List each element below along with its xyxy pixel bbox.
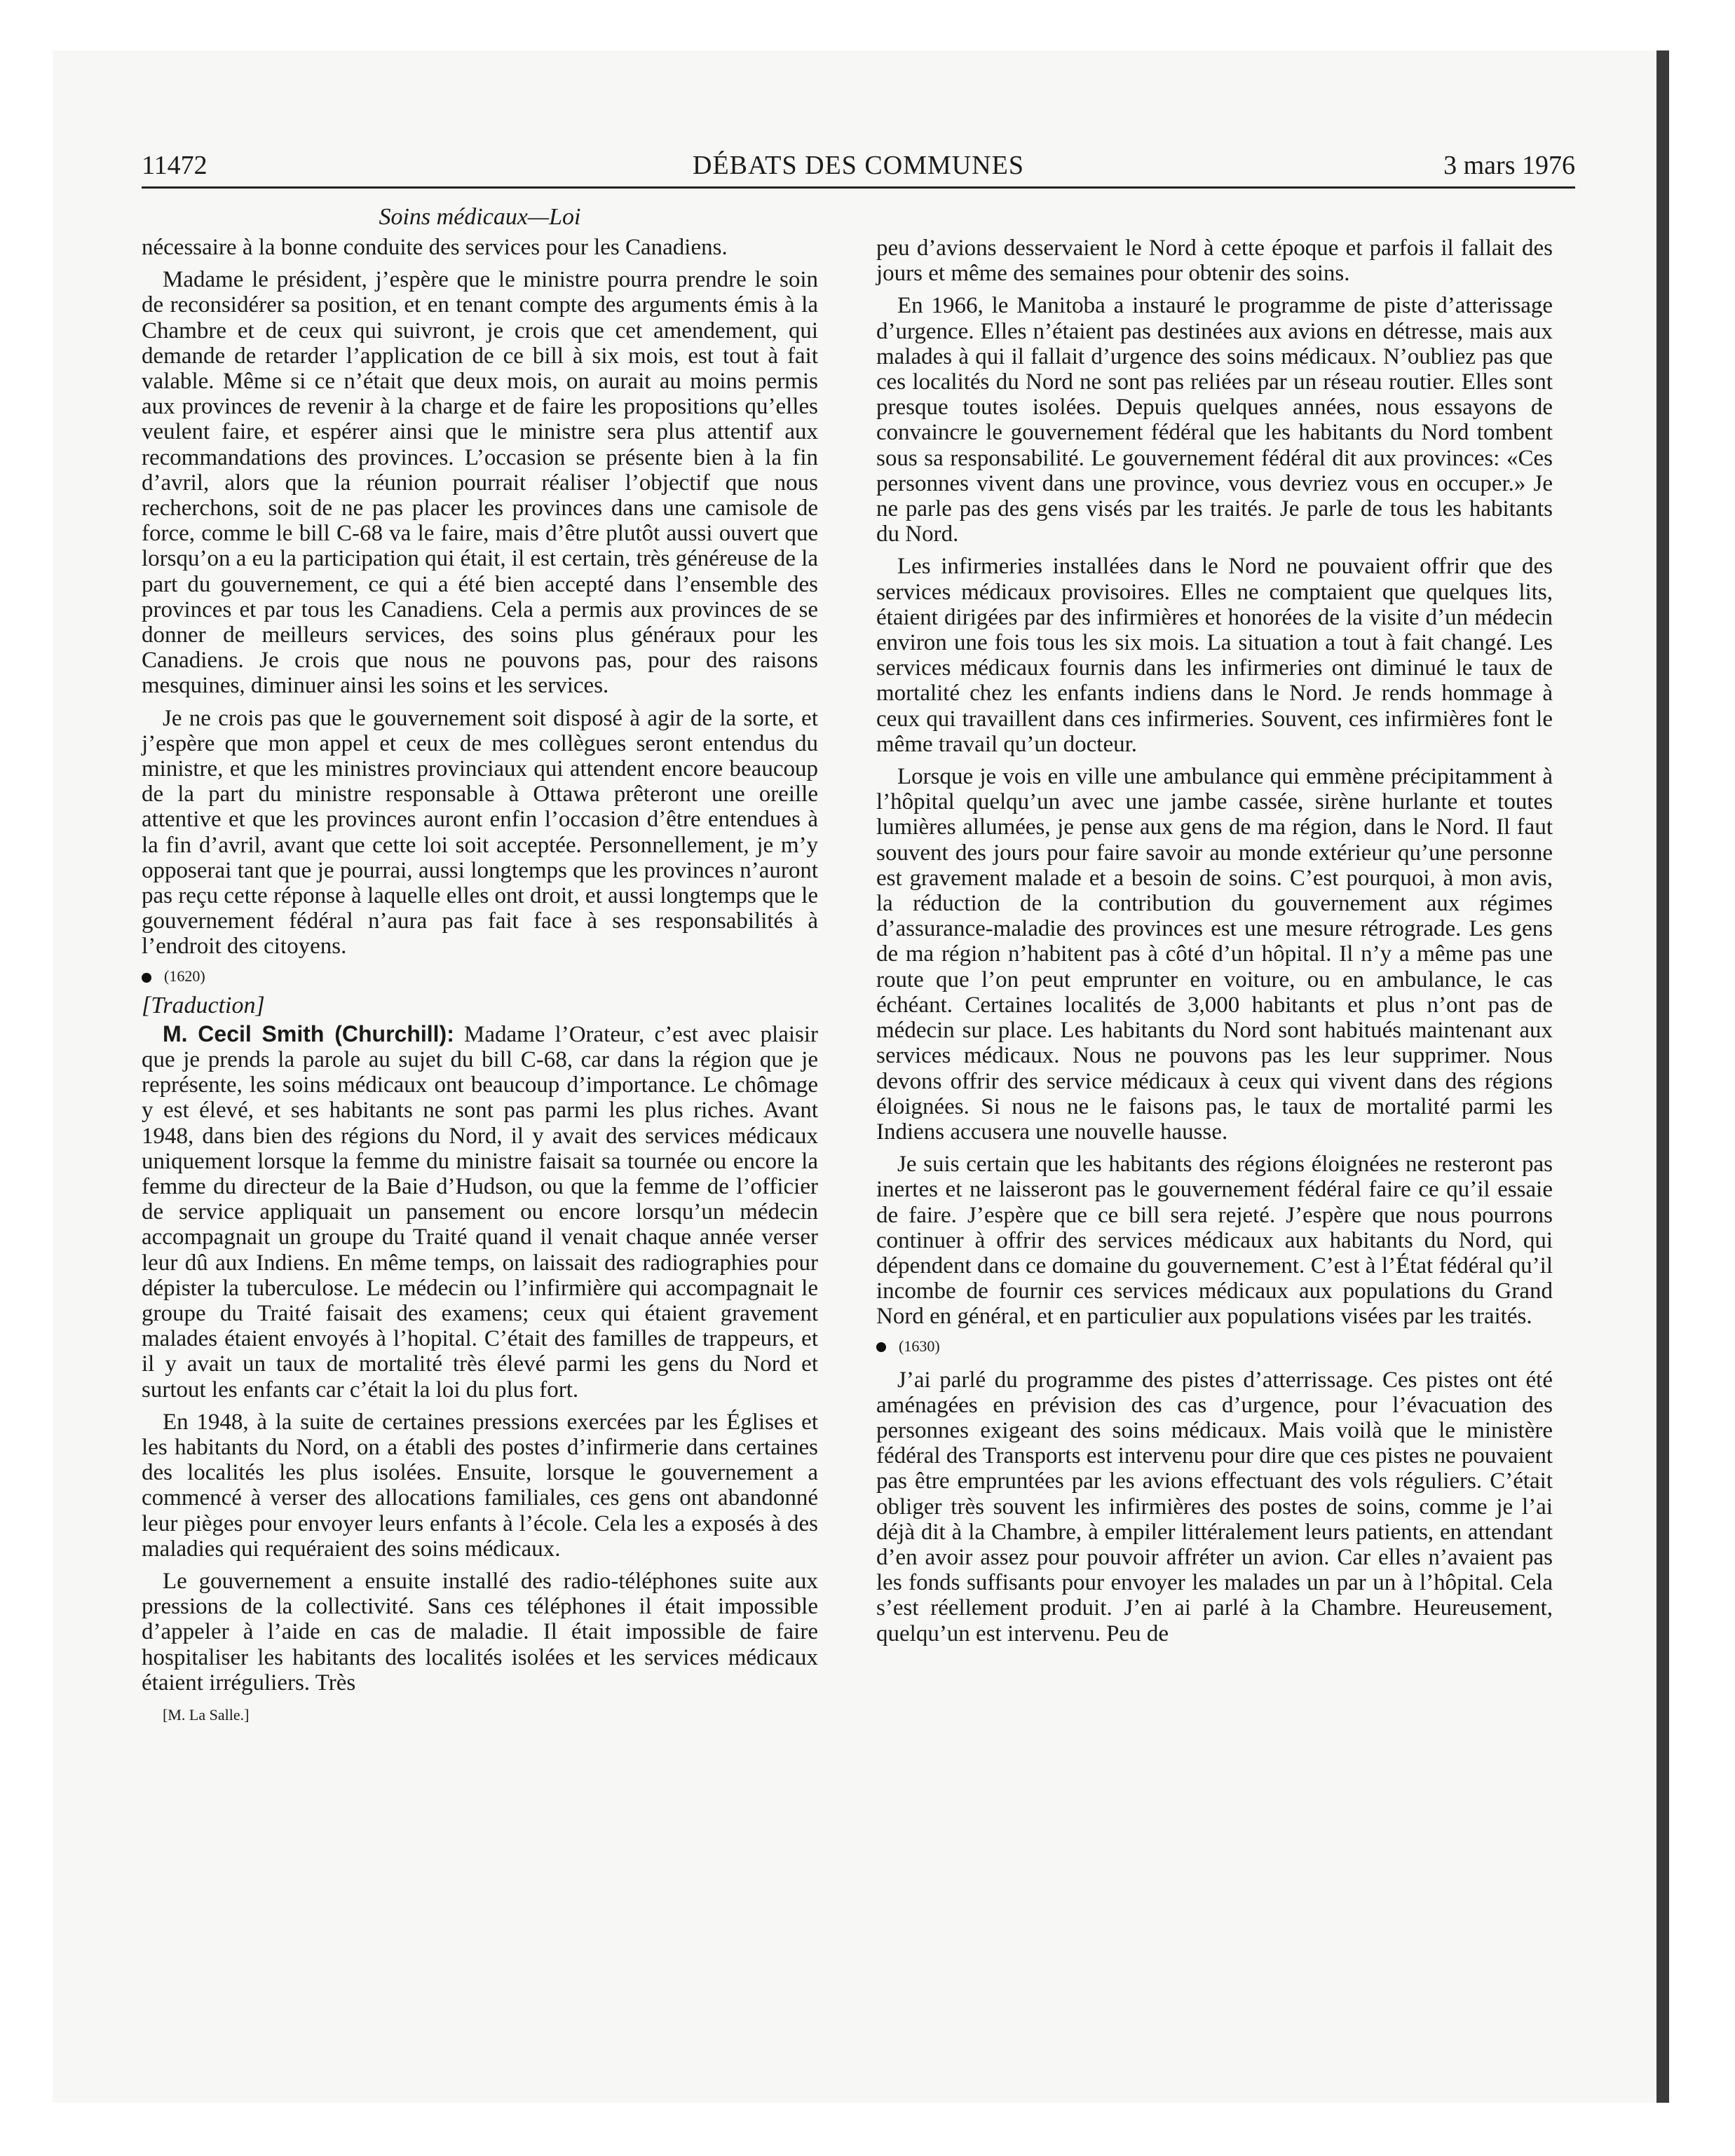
- paragraph: nécessaire à la bonne conduite des services pour les Canadiens.: [142, 235, 728, 260]
- paragraph: peu d’avions desservaient le Nord à cette époque et parfois il fallait des jours et même des semaines pour obtenir des soins.: [876, 236, 1553, 287]
- journal-title: DÉBATS DES COMMUNES: [693, 151, 1024, 180]
- time-marker: [876, 1332, 1553, 1360]
- time-marker-text: (1620): [164, 967, 205, 985]
- attribution: [M. La Salle.]: [163, 1705, 250, 1724]
- paragraph: Les infirmeries installées dans le Nord ne pouvaient offrir que des services médicaux provisoires. Elles ne comptaient que quelques lits, étaient dirigées par des infirmières et honorées de la visite d’un médecin environ une fois tous les six mois. La situation a tout à fait changé. Les services médicaux fournis dans les infirmeries ont diminué le taux de mortalité chez les enfants indiens dans le Nord. Je rends hommage à ceux qui travaillent dans ces infirmeries. Souvent, ces infirmières font le même travail qu’un docteur.: [876, 554, 1553, 757]
- section-heading: Soins médicaux—Loi: [379, 204, 581, 230]
- paragraph: En 1966, le Manitoba a instauré le programme de piste d’atterissage d’urgence. Elles n’étaient pas destinées aux avions en détresse, mais aux malades à qui il fallait d’urgence des soins médicaux. N’oubliez pas que ces localités du Nord ne sont pas reliées par un réseau routier. Elles sont presque toutes isolées. Depuis quelques années, nous essayons de convaincre le gouvernement fédéral que les habitants du Nord tombent sous sa responsabilité. Le gouvernement fédéral dit aux provinces: «Ces personnes vivent dans une province, vous devriez vous en occuper.» Je ne parle pas des gens visés par les traités. Je parle de tous les habitants du Nord.: [876, 293, 1553, 547]
- page-number: 11472: [142, 151, 207, 180]
- scan-edge-bar: [1656, 50, 1669, 2103]
- speech-paragraph: [142, 1021, 818, 1403]
- right-column: [876, 236, 1553, 1646]
- translation-note: [Traduction]: [142, 992, 265, 1018]
- page-header: [142, 147, 1575, 189]
- time-marker: [142, 962, 818, 990]
- paragraph: Le gouvernement a ensuite installé des radio-téléphones suite aux pressions de la collectivité. Sans ces téléphones il était impossible d’appeler à l’aide en cas de maladie. Il était impossible de faire hospitaliser les habitants des localités isolées et les services médicaux étaient irréguliers. Très: [142, 1568, 818, 1696]
- paragraph: Je suis certain que les habitants des régions éloignées ne resteront pas inertes et ne laisseront pas le gouvernement fédéral faire ce qu’il essaie de faire. J’espère que ce bill sera rejeté. J’espère que nous pourrons continuer à offrir des services médicaux aux habitants du Nord, qui dépendent dans ce domaine du gouvernement. C’est à l’État fédéral qu’il incombe de fournir ces services médicaux aux populations du Grand Nord en général, et en particulier aux populations visées par les traités.: [876, 1152, 1553, 1330]
- speech-text: Madame l’Orateur, c’est avec plaisir que je prends la parole au sujet du bill C-68, car dans la région que je représente, les soins médicaux ont beaucoup d’importance. Le chômage y est élevé, et ses habitants ne sont pas parmi les plus riches. Avant 1948, dans bien des régions du Nord, il y avait des services médicaux uniquement lorsque la femme du ministre faisait sa tournée ou encore la femme du directeur de la Baie d’Hudson, ou que la femme de l’officier de service appliquait un pansement ou encore lorsqu’un médecin accompagnait un groupe du Traité quand il venait chaque année verser leur dû aux Indiens. En même temps, on laissait des radiographies pour dépister la tuberculose. Le médecin ou l’infirmière qui accompagnait le groupe du Traité faisait des examens; ceux qui étaient gravement malades étaient envoyés à l’hopital. C’était des familles de trappeurs, et il y avait un taux de mortalité très élevé parmi les gens du Nord et surtout les enfants car c’était la loi du plus fort.: [142, 1021, 819, 1403]
- bullet-dot-icon: [142, 973, 151, 983]
- time-marker-text: (1630): [899, 1337, 940, 1355]
- paragraph: Je ne crois pas que le gouvernement soit disposé à agir de la sorte, et j’espère que mon appel et ceux de mes collègues seront entendus du ministre, et que les ministres provinciaux qui attendent encore beaucoup de la part du ministre responsable à Ottawa prêteront une oreille attentive et que les provinces auront enfin l’occasion d’être entendues à la fin d’avril, avant que cette loi soit acceptée. Personnellement, je m’y opposerai tant que je pourrai, aussi longtemps que les provinces n’auront pas reçu cette réponse à laquelle elles ont droit, et aussi longtemps que le gouvernement fédéral n’aura pas fait face à ses responsabilités à l’endroit des citoyens.: [142, 705, 818, 960]
- paragraph: J’ai parlé du programme des pistes d’atterrissage. Ces pistes ont été aménagées en prévision des cas d’urgence, pour l’évacuation des personnes exigeant des soins médicaux. Mais voilà que le ministère fédéral des Transports est intervenu pour dire que ces pistes ne pouvaient pas être empruntées par les avions effectuant des vols réguliers. C’était obliger très souvent les infirmières des postes de soins, comme je l’ai déjà dit à la Chambre, à empiler littéralement leurs patients, en attendant d’en avoir assez pour pouvoir affréter un avion. Car elles n’avaient pas les fonds suffisants pour envoyer les malades un par un à l’hôpital. Cela s’est réellement produit. J’en ai parlé à la Chambre. Heureusement, quelqu’un est intervenu. Peu de: [876, 1367, 1553, 1646]
- paragraph: En 1948, à la suite de certaines pressions exercées par les Églises et les habitants du Nord, on a établi des postes d’infirmerie dans certaines des localités les plus isolées. Ensuite, lorsque le gouvernement a commencé à verser des allocations familiales, ces gens ont abandonné leur pièges pour envoyer leurs enfants à l’école. Cela les a exposés à des maladies qui requéraient des soins médicaux.: [142, 1409, 818, 1562]
- paragraph: Lorsque je vois en ville une ambulance qui emmène précipitamment à l’hôpital quelqu’un avec une jambe cassée, sirène hurlante et toutes lumières allumées, je pense aux gens de ma région, dans le Nord. Il faut souvent des jours pour faire savoir au monde extérieur qu’une personne est gravement malade et a besoin de soins. C’est pourquoi, à mon avis, la réduction de la contribution du gouvernement aux régimes d’assurance-maladie des provinces est une mesure rétrograde. Les gens de ma région n’habitent pas à côté d’un hôpital. Il n’y a même pas une route que l’on peut emprunter en voiture, ou en ambulance, le cas échéant. Certaines localités de 3,000 habitants et plus n’ont pas de médecin sur place. Les habitants du Nord sont habitués maintenant aux services médicaux. Nous ne pouvons pas les leur supprimer. Nous devons offrir des service médicaux à ceux qui vivent dans des régions éloignées. Si nous ne le faisons pas, le taux de mortalité parmi les Indiens accusera une nouvelle hausse.: [876, 764, 1553, 1145]
- left-column: [142, 200, 818, 1731]
- paragraph: Madame le président, j’espère que le ministre pourra prendre le soin de reconsidérer sa position, et en tenant compte des arguments émis à la Chambre et de ceux qui suivront, je crois que cet amendement, qui demande de retarder l’application de ce bill à six mois, est tout à fait valable. Même si ce n’était que deux mois, on aurait au moins permis aux provinces de revenir à la charge et de faire les propositions qu’elles veulent faire, et espérer ainsi que le ministre sera plus attentif aux recommandations des provinces. L’occasion se présente bien à la fin d’avril, alors que la réunion pourrait réaliser l’objectif que nous recherchons, soit de ne pas placer les provinces dans une camisole de force, comme le bill C-68 va le faire, mais d’être plutôt aussi ouvert que lorsqu’on a eu la participation qui était, il est certain, très généreuse de la part du gouvernement, ce qui a été bien accepté dans l’ensemble des provinces et par tous les Canadiens. Cela a permis aux provinces de se donner de meilleurs services, des soins plus généraux pour les Canadiens. Je crois que nous ne pouvons pas, pour des raisons mesquines, diminuer ainsi les soins et les services.: [142, 267, 818, 699]
- issue-date: 3 mars 1976: [1443, 151, 1575, 180]
- speaker-name: M. Cecil Smith (Churchill):: [163, 1021, 454, 1046]
- bullet-dot-icon: [876, 1342, 886, 1352]
